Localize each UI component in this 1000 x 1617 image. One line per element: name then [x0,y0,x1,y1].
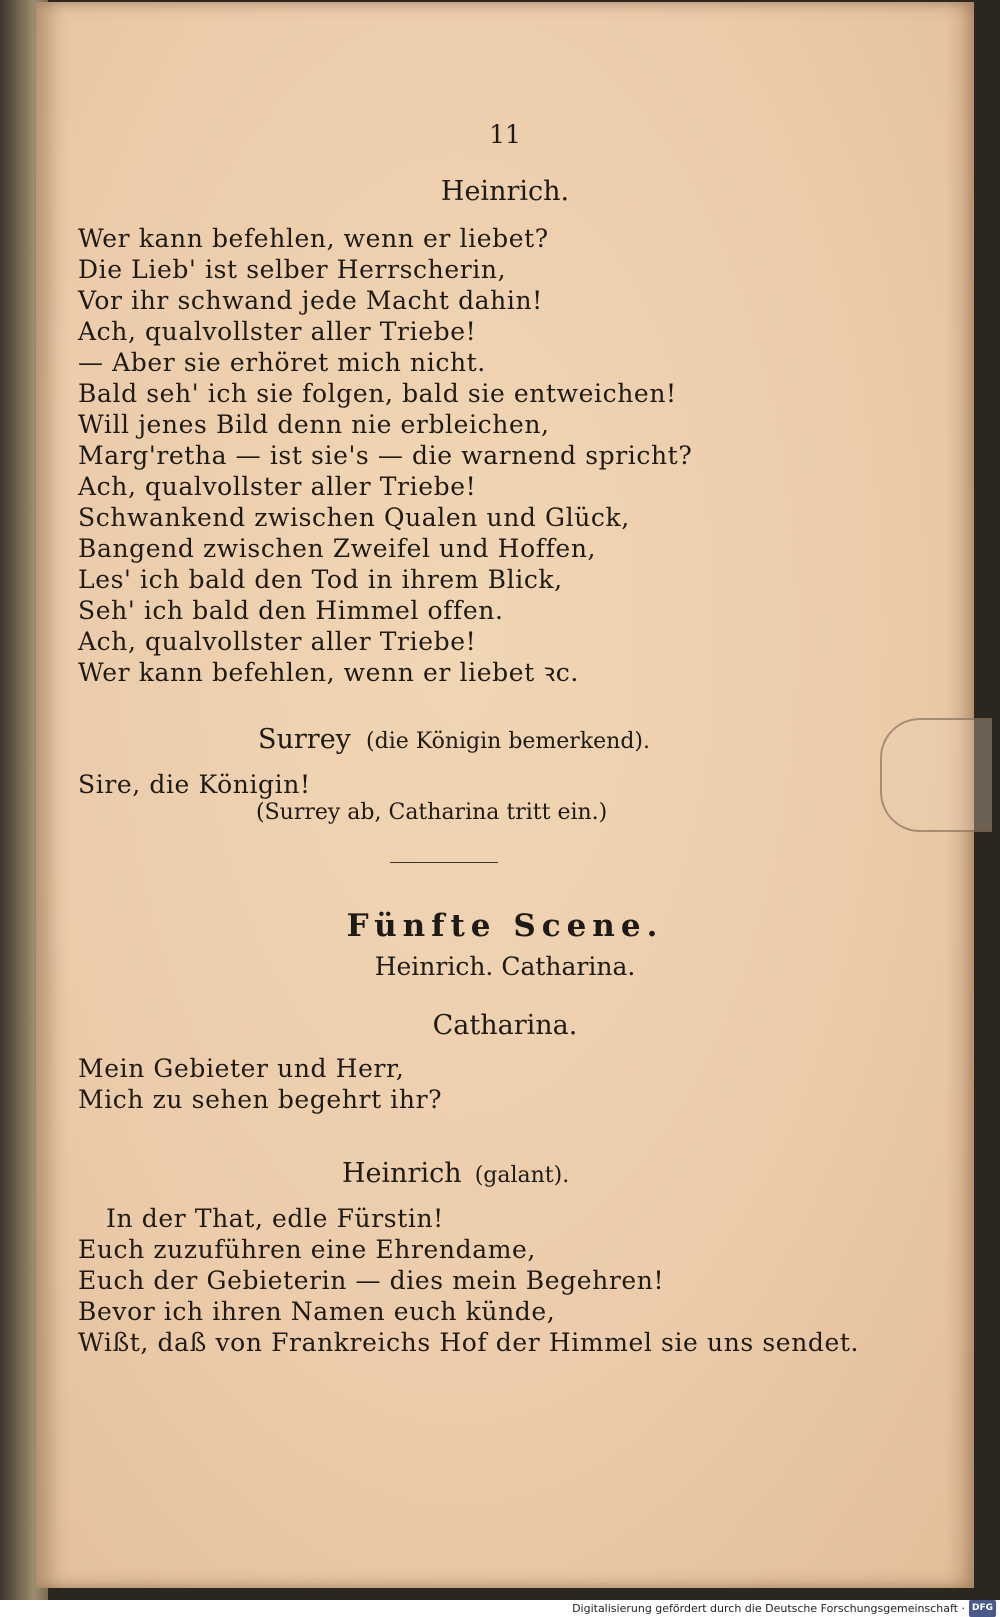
speaker-surrey [258,724,650,755]
verse-line: Marg'retha — ist sie's — die warnend spricht? [78,441,693,470]
speaker-heinrich-1: Heinrich. [440,176,570,207]
book-page [36,2,974,1588]
verse-line: — Aber sie erhöret mich nicht. [78,348,486,377]
verse-line: Die Lieb' ist selber Herrscherin, [78,255,507,284]
verse-line: Will jenes Bild denn nie erbleichen, [78,410,550,439]
verse-line: Seh' ich bald den Himmel offen. [78,596,504,625]
verse-line: Bald seh' ich sie folgen, bald sie entweichen! [78,379,677,408]
speaker-name: Heinrich [342,1158,462,1189]
verse-line: Wer kann befehlen, wenn er liebet ꝛc. [78,658,579,687]
verse-line: Ach, qualvollster aller Triebe! [78,472,477,501]
verse-line: Schwankend zwischen Qualen und Glück, [78,503,630,532]
verse-line: Euch der Gebieterin — dies mein Begehren! [78,1266,665,1295]
stage-direction-exit: (Surrey ab, Catharina tritt ein.) [256,800,608,825]
verse-line: Bangend zwischen Zweifel und Hoffen, [78,534,597,563]
page-clip [880,718,992,832]
dfg-logo-icon: DFG [969,1600,996,1617]
verse-line: Vor ihr schwand jede Macht dahin! [78,286,543,315]
speaker-heinrich-2 [342,1158,569,1189]
stage-direction: (die Königin bemerkend). [366,729,651,754]
scene-title: Fünfte Scene. [346,908,664,944]
verse-line: Ach, qualvollster aller Triebe! [78,317,477,346]
verse-line: Ach, qualvollster aller Triebe! [78,627,477,656]
footer-text: Digitalisierung gefördert durch die Deutsche Forschungsgemeinschaft · [572,1602,965,1615]
scene-characters: Heinrich. Catharina. [374,952,636,981]
verse-line: Bevor ich ihren Namen euch künde, [78,1297,556,1326]
verse-line: Wißt, daß von Frankreichs Hof der Himmel sie uns sendet. [78,1328,860,1357]
verse-line: Sire, die Königin! [78,770,311,799]
verse-line: In der That, edle Fürstin! [106,1204,444,1233]
section-divider [390,862,498,863]
speaker-name: Surrey [258,724,351,755]
page-number: 11 [489,120,521,149]
digitization-footer [0,1600,1000,1617]
verse-line: Euch zuzuführen eine Ehrendame, [78,1235,536,1264]
verse-line: Les' ich bald den Tod in ihrem Blick, [78,565,563,594]
stage-direction: (galant). [474,1163,570,1188]
speaker-catharina: Catharina. [432,1010,578,1041]
verse-line: Wer kann befehlen, wenn er liebet? [78,224,549,253]
verse-line: Mich zu sehen begehrt ihr? [78,1085,443,1114]
verse-line: Mein Gebieter und Herr, [78,1054,405,1083]
